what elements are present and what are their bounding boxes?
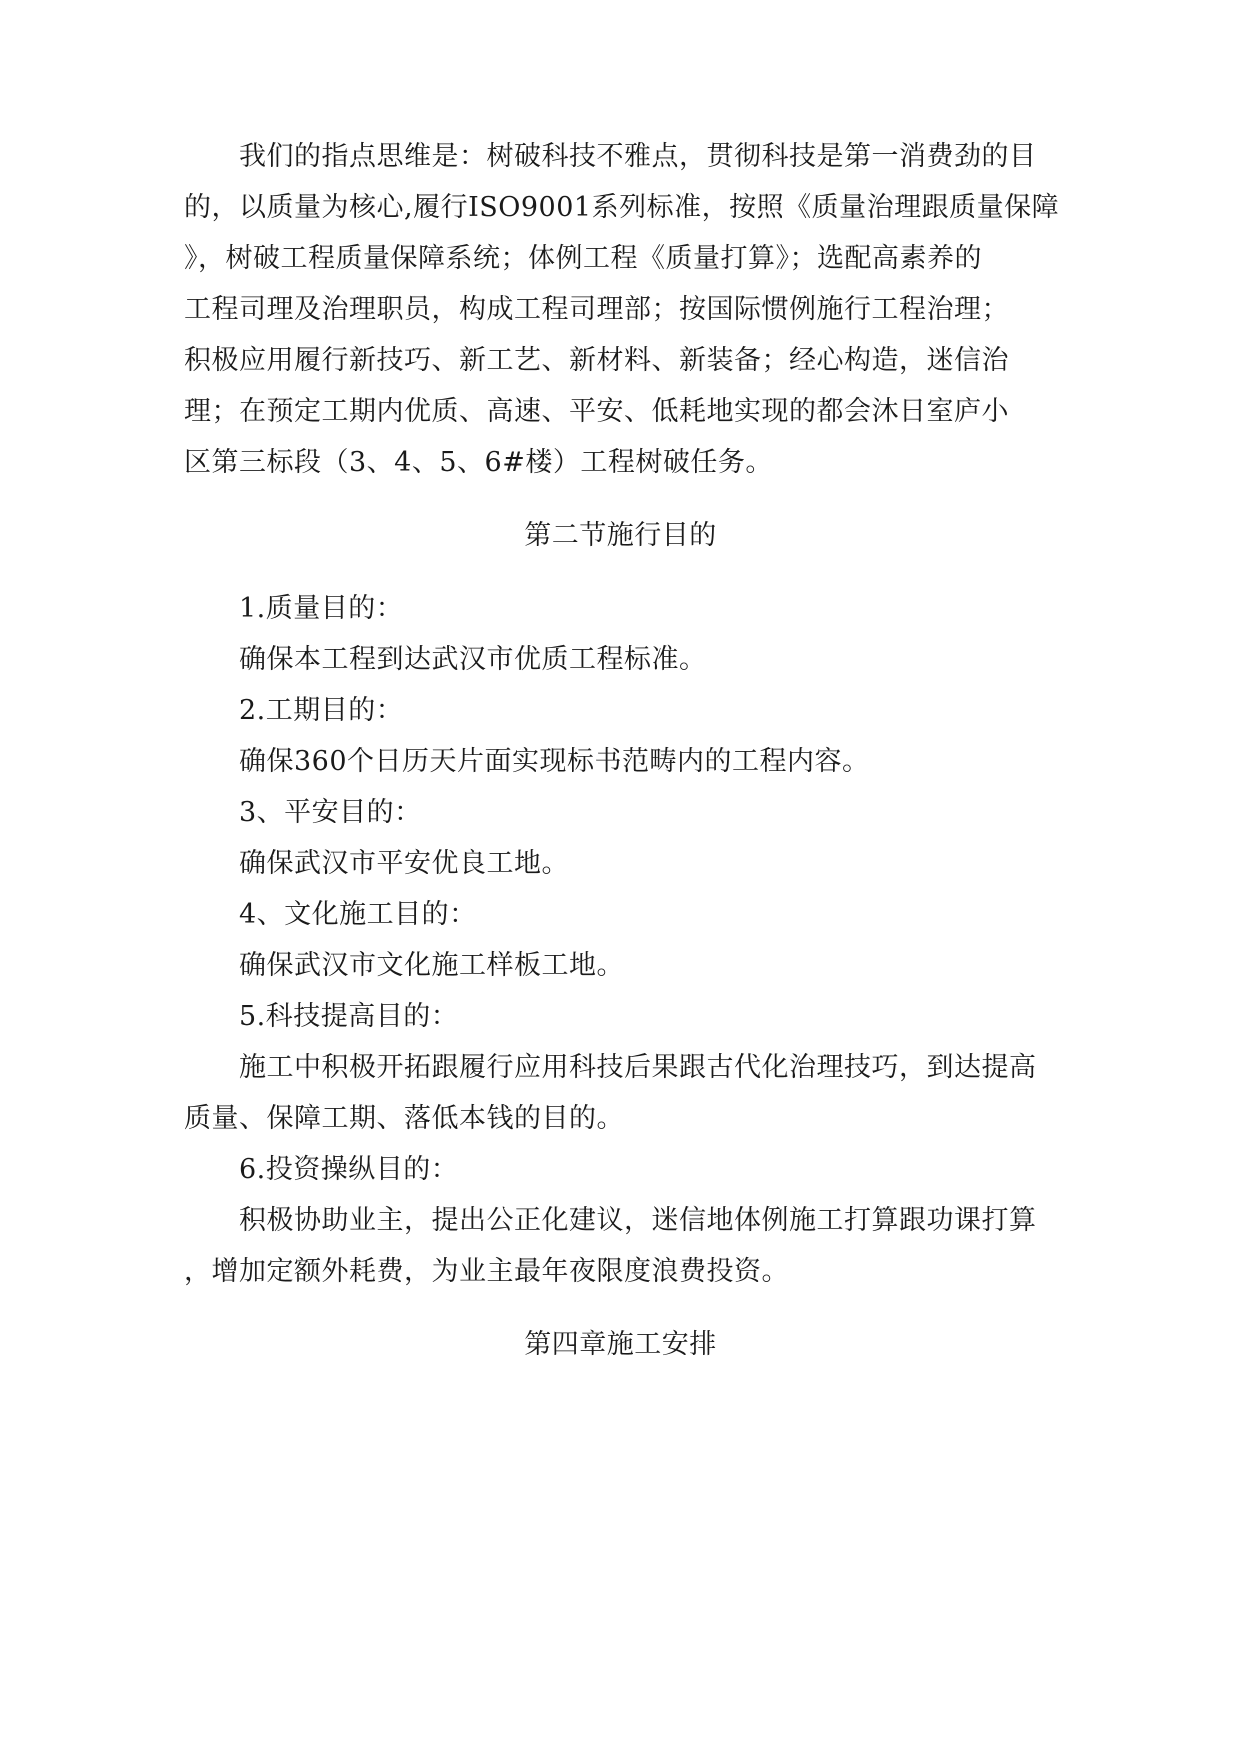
intro-line-2: 的，以质量为核心,履行ISO9001系列标准，按照《质量治理跟质量保障: [184, 192, 1060, 223]
item-6-body-line-2: ，增加定额外耗费，为业主最年夜限度浪费投资。: [184, 1256, 789, 1287]
intro-line-7: 区第三标段（3、4、5、6#楼）工程树破任务。: [184, 447, 773, 478]
item-1-title: 1.质量目的：: [239, 593, 404, 624]
item-2-title: 2.工期目的：: [239, 695, 404, 726]
item-4-body: 确保武汉市文化施工样板工地。: [239, 950, 624, 981]
item-3-title: 3、平安目的：: [239, 797, 422, 828]
intro-line-6: 理；在预定工期内优质、高速、平安、低耗地实现的都会沐日室庐小: [184, 396, 1009, 427]
item-2-body: 确保360个日历天片面实现标书范畴内的工程内容。: [239, 746, 870, 777]
item-4-title: 4、文化施工目的：: [239, 899, 477, 930]
item-6-body-line-1: 积极协助业主，提出公正化建议，迷信地体例施工打算跟功课打算: [239, 1205, 1037, 1236]
item-5-body-line-2: 质量、保障工期、落低本钱的目的。: [184, 1103, 624, 1134]
section-heading: 第二节施行目的: [524, 520, 717, 551]
item-5-body-line-1: 施工中积极开拓跟履行应用科技后果跟古代化治理技巧，到达提高: [239, 1052, 1037, 1083]
chapter-heading: 第四章施工安排: [524, 1329, 717, 1360]
item-3-body: 确保武汉市平安优良工地。: [239, 848, 569, 879]
item-1-body: 确保本工程到达武汉市优质工程标准。: [239, 644, 707, 675]
intro-line-1: 我们的指点思维是：树破科技不雅点，贯彻科技是第一消费劲的目: [239, 141, 1037, 172]
intro-line-5: 积极应用履行新技巧、新工艺、新材料、新装备；经心构造，迷信治: [184, 345, 1009, 376]
intro-line-4: 工程司理及治理职员，构成工程司理部；按国际惯例施行工程治理；: [184, 294, 1009, 325]
item-6-title: 6.投资操纵目的：: [239, 1154, 459, 1185]
item-5-title: 5.科技提高目的：: [239, 1001, 459, 1032]
intro-line-3: 》，树破工程质量保障系统；体例工程《质量打算》；选配高素养的: [184, 243, 982, 274]
